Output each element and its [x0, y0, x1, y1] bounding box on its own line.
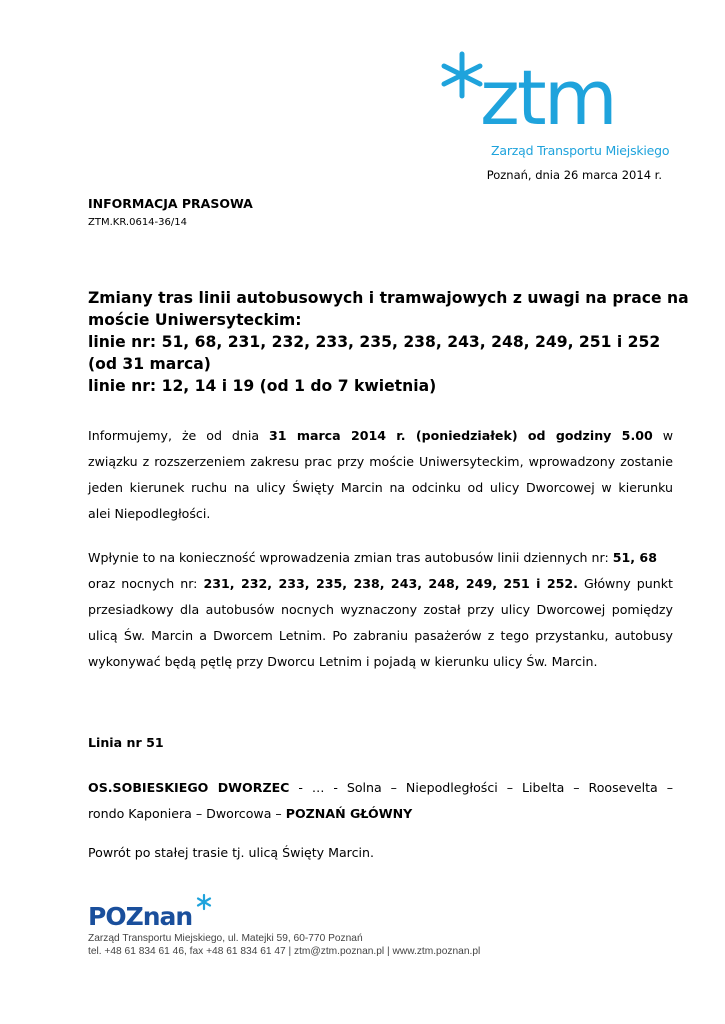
line-51-route: OS.SOBIESKIEGO DWORZEC - … - Solna – Niepodległości – Libelta – Roosevelta – rondo Kaponiera – Dworcowa – POZNAŃ GŁÓWNY: [88, 780, 674, 821]
paragraph-intro: Informujemy, że od dnia 31 marca 2014 r. (poniedziałek) od godziny 5.00 w związku z rozszerzeniem zakresu prac przy moście Uniwersyteckim, wprowadzony zostanie jeden kierunek ruchu na ulicy Święty Marcin na odcinku od ulicy Dworcowej w kierunku alei Niepodległości.: [88, 428, 673, 521]
ztm-logo: [440, 46, 670, 156]
headline: [88, 287, 688, 397]
footer-address: Zarząd Transportu Miejskiego, ul. Matejki 59, 60-770 Poznań: [88, 933, 363, 944]
headline-line: (od 31 marca): [88, 355, 211, 373]
line-51-return: Powrót po stałej trasie tj. ulicą Święty Marcin.: [88, 845, 374, 860]
headline-line: linie nr: 51, 68, 231, 232, 233, 235, 238, 243, 248, 249, 251 i 252: [88, 333, 661, 351]
poznan-logo: [86, 893, 226, 933]
line-51-title: Linia nr 51: [88, 735, 164, 750]
footer: [88, 932, 480, 958]
ztm-logo-text: ztm: [480, 53, 615, 142]
headline-line: linie nr: 12, 14 i 19 (od 1 do 7 kwietnia): [88, 377, 437, 395]
document-date: Poznań, dnia 26 marca 2014 r.: [486, 168, 662, 182]
paragraph-changes: Wpłynie to na konieczność wprowadzenia zmian tras autobusów linii dziennych nr: 51, 68 oraz nocnych nr: 231, 232, 233, 235, 238, 243, 248, 249, 251 i 252. Główny punkt przesiadkowy dla autobusów nocnych wyznaczony został przy ulicy Dworcowej pomiędzy ulicą Św. Marcin a Dworcem Letnim. Po zabraniu pasażerów z tego przystanku, autobusy wykonywać będą pętlę przy Dworcu Letnim i pojadą w kierunku ulicy Św. Marcin.: [88, 550, 673, 669]
press-label: INFORMACJA PRASOWA: [88, 196, 253, 211]
reference-number: ZTM.KR.0614-36/14: [88, 217, 187, 228]
poznan-logo-text: POZnan: [88, 902, 193, 931]
footer-contact: tel. +48 61 834 61 46, fax +48 61 834 61 47 | ztm@ztm.poznan.pl | www.ztm.poznan.pl: [88, 946, 481, 957]
headline-line: moście Uniwersyteckim:: [88, 311, 302, 329]
poznan-star-icon: [198, 895, 210, 909]
headline-line: Zmiany tras linii autobusowych i tramwajowych z uwagi na prace na: [88, 289, 689, 307]
ztm-subtitle: Zarząd Transportu Miejskiego: [491, 143, 670, 158]
